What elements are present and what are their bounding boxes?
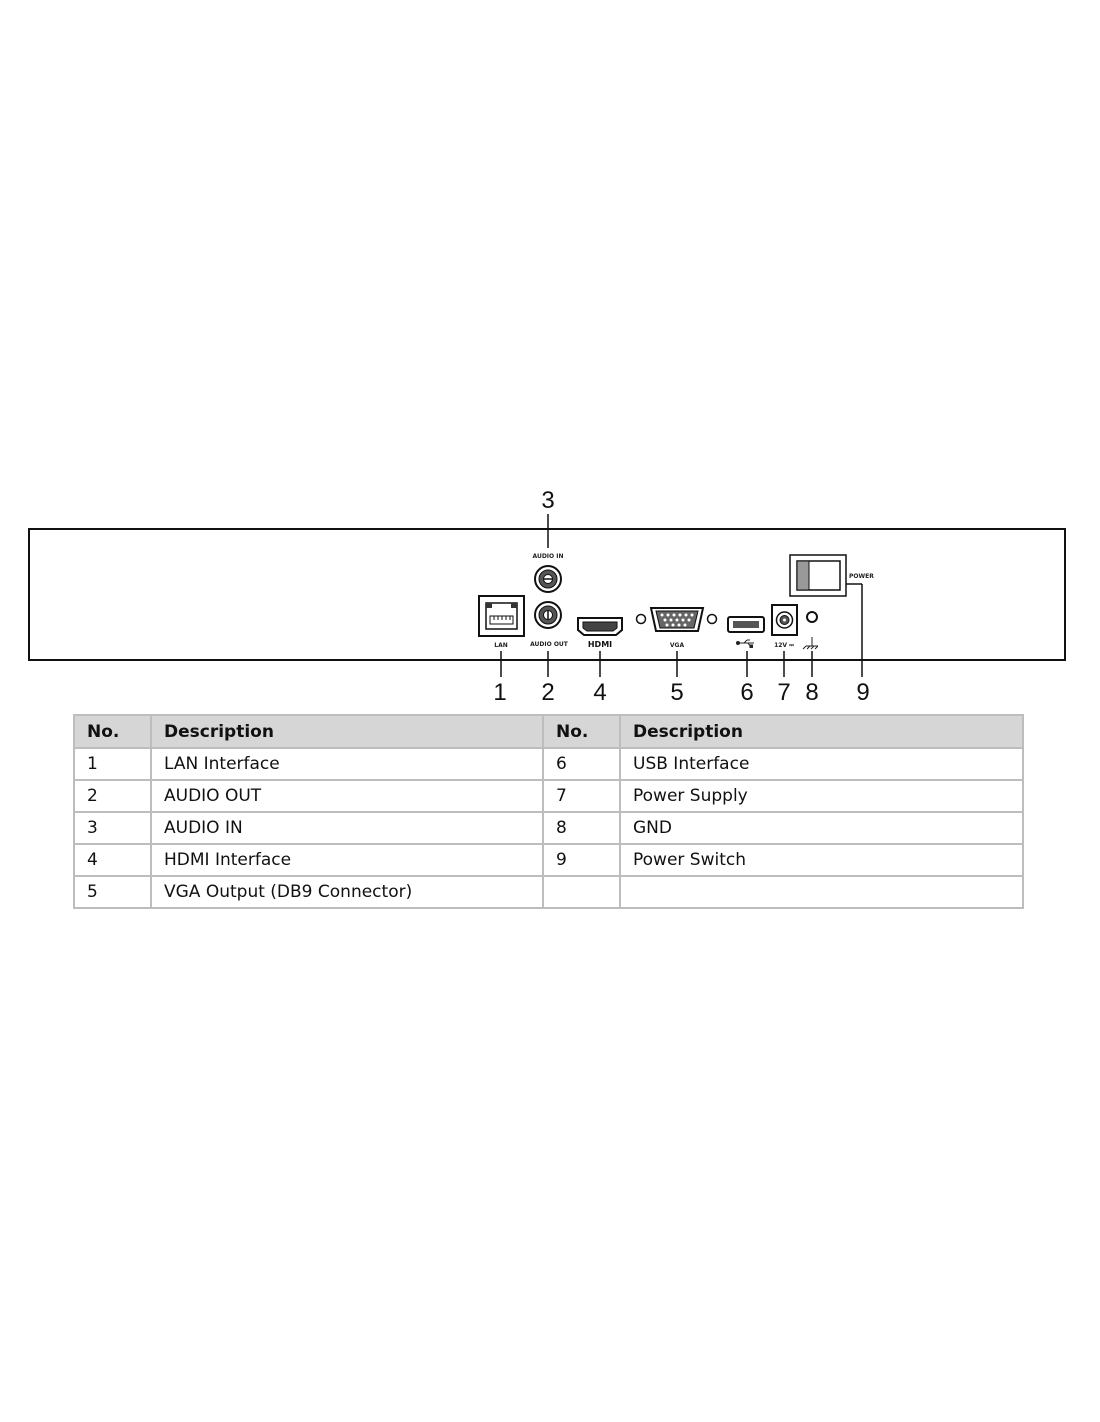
hdmi-label: HDMI — [587, 640, 613, 649]
vga-label: VGA — [669, 642, 685, 649]
row-description: USB Interface — [620, 748, 1023, 780]
callout-7: 7 — [777, 679, 791, 706]
row-no: 2 — [74, 780, 151, 812]
table-row — [74, 812, 1023, 844]
callout-2: 2 — [541, 679, 555, 706]
row-description: LAN Interface — [151, 748, 543, 780]
row-no: 1 — [74, 748, 151, 780]
hdmi-port — [578, 618, 622, 635]
power-switch — [790, 555, 846, 596]
usb-port — [728, 617, 764, 632]
callout-9: 9 — [856, 679, 870, 706]
row-no: 6 — [543, 748, 620, 780]
audio-out-label: AUDIO OUT — [530, 641, 568, 648]
lan-port — [479, 596, 524, 636]
row-no: 3 — [74, 812, 151, 844]
row-no: 8 — [543, 812, 620, 844]
row-description — [620, 876, 1023, 908]
row-no: 4 — [74, 844, 151, 876]
row-description: HDMI Interface — [151, 844, 543, 876]
row-description: AUDIO OUT — [151, 780, 543, 812]
table-row — [74, 780, 1023, 812]
power-label: POWER — [849, 573, 874, 580]
ground-icon — [803, 637, 818, 649]
table-row — [74, 876, 1023, 908]
audio-out-jack — [535, 602, 561, 628]
table-row — [74, 748, 1023, 780]
table-row — [74, 844, 1023, 876]
row-description: AUDIO IN — [151, 812, 543, 844]
row-description: GND — [620, 812, 1023, 844]
callout-4: 4 — [593, 679, 607, 706]
row-no: 5 — [74, 876, 151, 908]
header-description-left: Description — [151, 715, 543, 748]
audio-in-jack — [535, 566, 561, 592]
usb-icon — [737, 640, 755, 648]
lan-label: LAN — [494, 642, 508, 649]
callout-1: 1 — [493, 679, 507, 706]
header-description-right: Description — [620, 715, 1023, 748]
callout-3: 3 — [541, 487, 555, 514]
callout-6: 6 — [740, 679, 754, 706]
row-description: Power Supply — [620, 780, 1023, 812]
header-no-right: No. — [543, 715, 620, 748]
row-description: Power Switch — [620, 844, 1023, 876]
callout-5: 5 — [670, 679, 684, 706]
table-header-row — [74, 715, 1023, 748]
vga-port — [637, 608, 717, 631]
row-description: VGA Output (DB9 Connector) — [151, 876, 543, 908]
callout-8: 8 — [805, 679, 819, 706]
port-description-table — [73, 714, 1024, 909]
row-no — [543, 876, 620, 908]
row-no: 9 — [543, 844, 620, 876]
audio-in-label: AUDIO IN — [532, 553, 564, 560]
power-supply-label: 12V ⎓ — [774, 642, 794, 649]
power-supply-jack — [772, 605, 797, 635]
row-no: 7 — [543, 780, 620, 812]
gnd-terminal — [807, 612, 817, 622]
header-no-left: No. — [74, 715, 151, 748]
